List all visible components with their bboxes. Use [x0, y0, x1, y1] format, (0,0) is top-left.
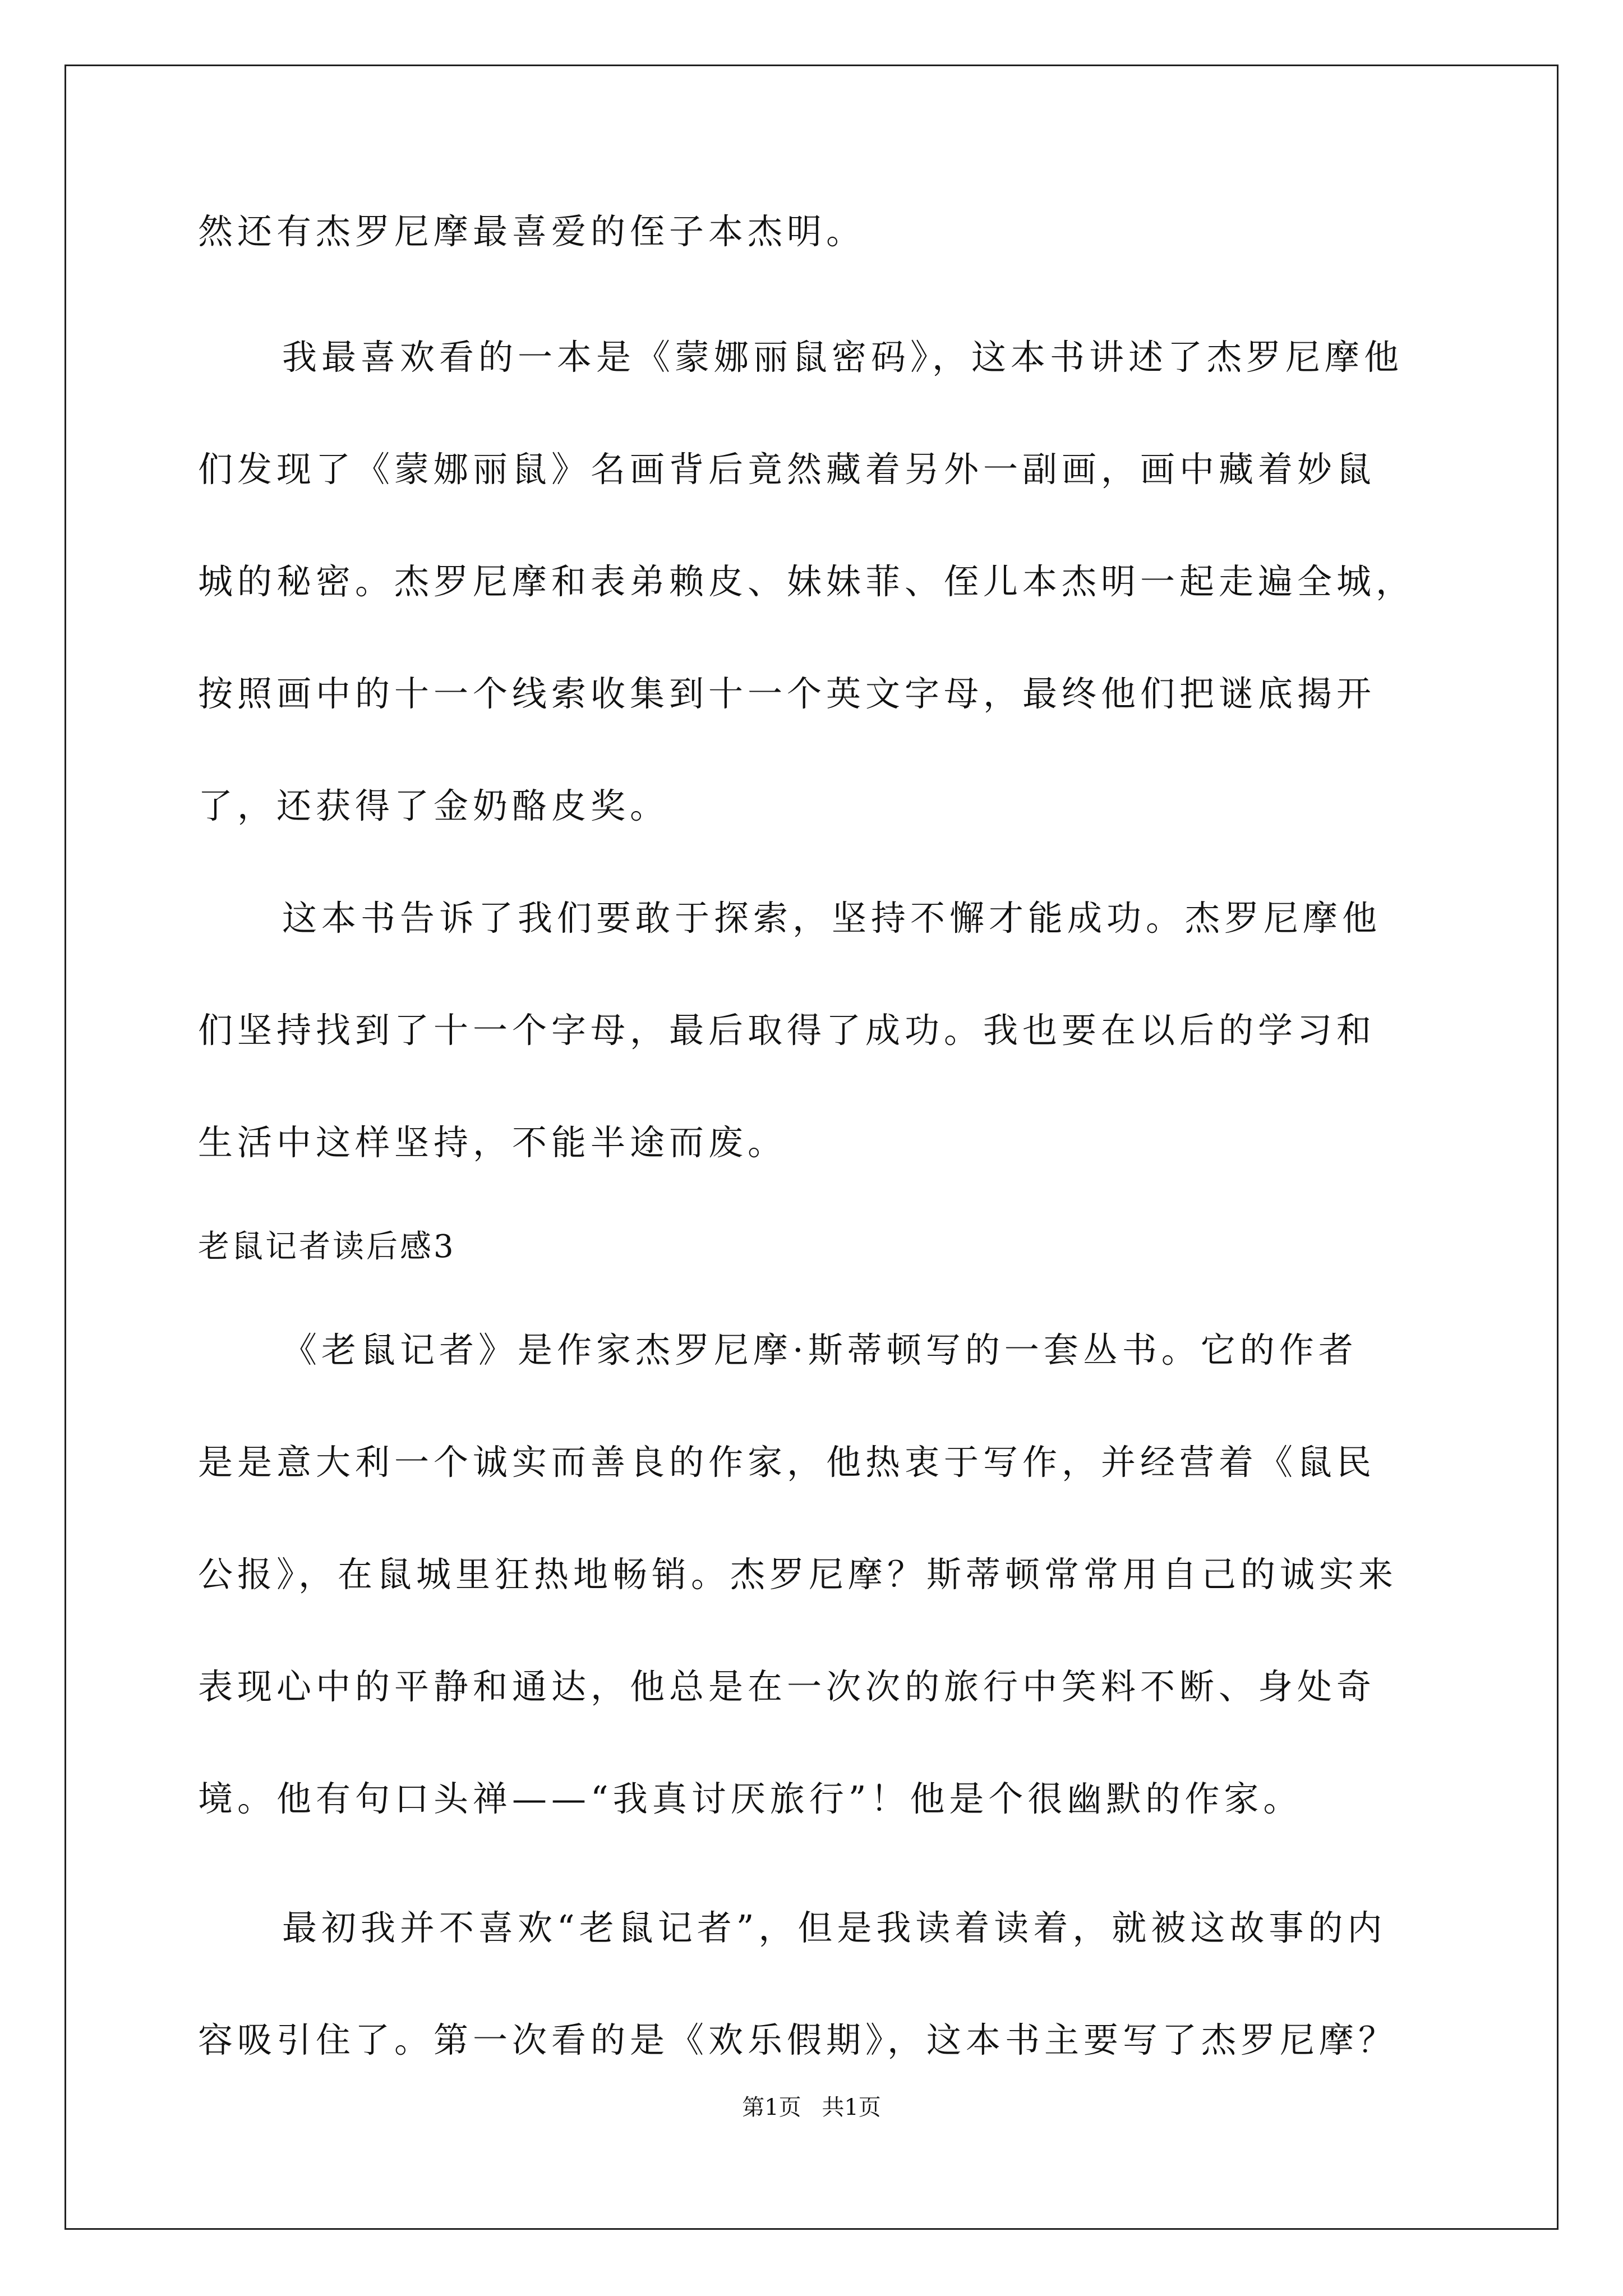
paragraph-line: 们坚持找到了十一个字母，最后取得了成功。我也要在以后的学习和 [198, 1010, 1376, 1051]
page-footer [0, 2096, 1623, 2119]
paragraph-line: 公报》，在鼠城里狂热地畅销。杰罗尼摩？斯蒂顿常常用自己的诚实来 [198, 1554, 1398, 1595]
paragraph-line: 我最喜欢看的一本是《蒙娜丽鼠密码》，这本书讲述了杰罗尼摩他 [282, 337, 1404, 378]
page-total: 共1页 [822, 2095, 881, 2120]
paragraph-line: 这本书告诉了我们要敢于探索，坚持不懈才能成功。杰罗尼摩他 [282, 898, 1382, 938]
page-number: 第1页 [742, 2095, 801, 2120]
paragraph-line: 是是意大利一个诚实而善良的作家，他热衷于写作，并经营着《鼠民 [198, 1442, 1376, 1483]
section-heading: 老鼠记者读后感3 [198, 1228, 456, 1265]
paragraph-line: 们发现了《蒙娜丽鼠》名画背后竟然藏着另外一副画，画中藏着妙鼠 [198, 449, 1376, 490]
paragraph-line: 境。他有句口头禅——“我真讨厌旅行”！他是个很幽默的作家。 [198, 1778, 1303, 1819]
paragraph-line: 生活中这样坚持，不能半途而废。 [198, 1122, 787, 1163]
paragraph-line: 然还有杰罗尼摩最喜爱的侄子本杰明。 [198, 211, 866, 252]
paragraph-line: 城的秘密。杰罗尼摩和表弟赖皮、妹妹菲、侄儿本杰明一起走遍全城， [198, 561, 1415, 602]
paragraph-line: 按照画中的十一个线索收集到十一个英文字母，最终他们把谜底揭开 [198, 673, 1376, 714]
paragraph-line: 最初我并不喜欢“老鼠记者”，但是我读着读着，就被这故事的内 [282, 1907, 1387, 1948]
paragraph-line: 表现心中的平静和通达，他总是在一次次的旅行中笑料不断、身处奇 [198, 1666, 1376, 1707]
paragraph-line: 容吸引住了。第一次看的是《欢乐假期》，这本书主要写了杰罗尼摩？ [198, 2019, 1398, 2060]
paragraph-line: 《老鼠记者》是作家杰罗尼摩·斯蒂顿写的一套丛书。它的作者 [282, 1329, 1358, 1370]
paragraph-line: 了，还获得了金奶酪皮奖。 [198, 785, 670, 826]
